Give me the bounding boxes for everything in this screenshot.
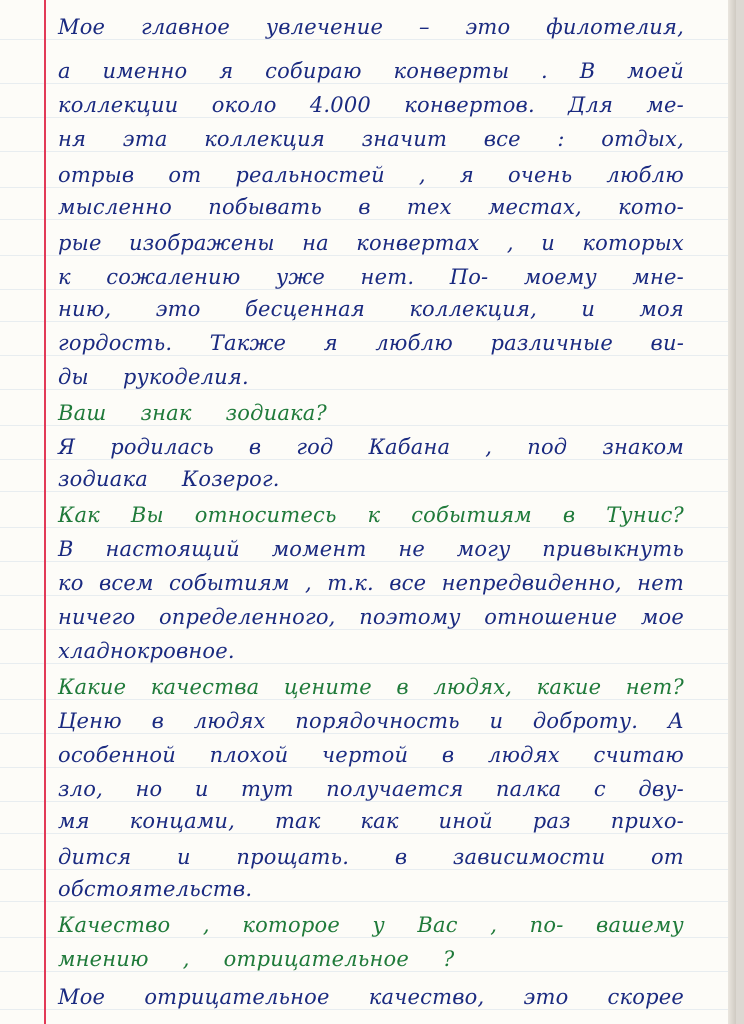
word: мысленно bbox=[58, 195, 172, 219]
word: . bbox=[541, 59, 548, 83]
word: дится bbox=[58, 845, 132, 869]
answer-line bbox=[58, 262, 684, 292]
answer-line bbox=[58, 568, 684, 598]
word: бесценная bbox=[244, 297, 365, 321]
word: мя bbox=[58, 809, 90, 833]
word: рукоделия. bbox=[122, 365, 249, 389]
answer-line bbox=[58, 806, 684, 836]
word: Также bbox=[209, 331, 287, 355]
word: и bbox=[581, 297, 596, 321]
answer-line bbox=[58, 874, 684, 904]
word: так bbox=[274, 809, 321, 833]
word: качества bbox=[150, 675, 260, 699]
word: особенной bbox=[58, 743, 176, 767]
word: мнению bbox=[58, 947, 149, 971]
word: – bbox=[418, 15, 430, 39]
word: определенного, bbox=[158, 605, 336, 629]
word: побывать bbox=[208, 195, 322, 219]
word: какие bbox=[536, 675, 602, 699]
word: увлечение bbox=[265, 15, 384, 39]
word: Козерог. bbox=[181, 467, 280, 491]
word: нет? bbox=[625, 675, 684, 699]
word: знак bbox=[140, 401, 192, 425]
word: прощать. bbox=[236, 845, 350, 869]
word: в bbox=[151, 709, 164, 733]
word: ? bbox=[442, 947, 455, 971]
word: в bbox=[248, 435, 262, 459]
word: различные bbox=[490, 331, 613, 355]
word: я bbox=[219, 59, 234, 83]
answer-line bbox=[58, 124, 684, 154]
word: Мое bbox=[58, 15, 106, 39]
word: всем bbox=[98, 571, 154, 595]
word: конвертах bbox=[356, 231, 480, 255]
word: Мое bbox=[58, 985, 106, 1009]
answer-line bbox=[58, 56, 684, 86]
word: а bbox=[58, 59, 71, 83]
word: , bbox=[182, 947, 190, 971]
word: настоящий bbox=[105, 537, 240, 561]
word: отдых, bbox=[601, 127, 684, 151]
word: зло, bbox=[58, 777, 103, 801]
word: по- bbox=[529, 913, 564, 937]
word: , bbox=[506, 231, 514, 255]
word: отношение bbox=[484, 605, 618, 629]
word: я bbox=[459, 163, 474, 187]
word: все bbox=[389, 571, 427, 595]
page-edge bbox=[728, 0, 736, 1024]
word: : bbox=[557, 127, 565, 151]
word: Я bbox=[58, 435, 76, 459]
word: Тунис? bbox=[606, 503, 684, 527]
word: Качество bbox=[58, 913, 171, 937]
word: По- bbox=[449, 265, 489, 289]
word: обстоятельств. bbox=[58, 877, 253, 901]
word: моей bbox=[627, 59, 684, 83]
word: нет bbox=[637, 571, 684, 595]
word: скорее bbox=[607, 985, 684, 1009]
word: иной bbox=[438, 809, 493, 833]
question-line bbox=[58, 500, 684, 530]
word: реальностей bbox=[235, 163, 385, 187]
word: главное bbox=[141, 15, 231, 39]
word: люблю bbox=[606, 163, 684, 187]
margin-line bbox=[44, 0, 46, 1024]
word: сожалению bbox=[106, 265, 241, 289]
word: качество, bbox=[368, 985, 485, 1009]
word: , bbox=[490, 913, 498, 937]
word: отрицательное bbox=[144, 985, 330, 1009]
word: уже bbox=[275, 265, 326, 289]
word: родилась bbox=[110, 435, 214, 459]
word: событиям bbox=[411, 503, 532, 527]
word: в bbox=[396, 675, 409, 699]
answer-line bbox=[58, 228, 684, 258]
answer-line bbox=[58, 464, 684, 494]
word: в bbox=[441, 743, 455, 767]
word: не bbox=[398, 537, 425, 561]
word: доброту. bbox=[532, 709, 639, 733]
answer-line bbox=[58, 706, 684, 736]
word: А bbox=[667, 709, 684, 733]
word: рые bbox=[58, 231, 102, 255]
word: дву- bbox=[638, 777, 684, 801]
question-line bbox=[58, 672, 684, 702]
word: которое bbox=[242, 913, 340, 937]
word: местах, bbox=[487, 195, 582, 219]
word: тут bbox=[241, 777, 294, 801]
word: коллекция bbox=[204, 127, 325, 151]
word: зодиака bbox=[58, 467, 148, 491]
word: люблю bbox=[375, 331, 453, 355]
word: филотелия, bbox=[546, 15, 684, 39]
word: хладнокровное. bbox=[58, 639, 235, 663]
word: Для bbox=[568, 93, 614, 117]
word: коллекции bbox=[58, 93, 179, 117]
word: моему bbox=[523, 265, 597, 289]
answer-line bbox=[58, 192, 684, 222]
word: у bbox=[372, 913, 385, 937]
word: все bbox=[483, 127, 521, 151]
answer-line bbox=[58, 12, 684, 42]
word: чертой bbox=[321, 743, 409, 767]
word: изображены bbox=[129, 231, 275, 255]
word: но bbox=[135, 777, 163, 801]
answer-line bbox=[58, 774, 684, 804]
word: цените bbox=[283, 675, 372, 699]
word: Кабана bbox=[368, 435, 451, 459]
word: событиям bbox=[168, 571, 290, 595]
word: я bbox=[323, 331, 338, 355]
word: мне- bbox=[632, 265, 684, 289]
word: конверты bbox=[393, 59, 510, 83]
answer-line bbox=[58, 160, 684, 190]
word: людях bbox=[487, 743, 560, 767]
answer-line bbox=[58, 362, 684, 392]
word: очень bbox=[507, 163, 573, 187]
word: ви- bbox=[650, 331, 684, 355]
answer-line bbox=[58, 602, 684, 632]
word: Вас bbox=[417, 913, 458, 937]
word: к bbox=[58, 265, 71, 289]
word: коллекция, bbox=[409, 297, 537, 321]
word: именно bbox=[102, 59, 188, 83]
word: считаю bbox=[593, 743, 684, 767]
word: к bbox=[367, 503, 381, 527]
word: , bbox=[418, 163, 426, 187]
word: кото- bbox=[618, 195, 684, 219]
word: на bbox=[302, 231, 329, 255]
word: в bbox=[394, 845, 408, 869]
word: знаком bbox=[602, 435, 684, 459]
word: год bbox=[296, 435, 334, 459]
word: мое bbox=[640, 605, 684, 629]
word: людях, bbox=[433, 675, 513, 699]
word: под bbox=[527, 435, 568, 459]
word: раз bbox=[532, 809, 571, 833]
word: порядочность bbox=[295, 709, 460, 733]
word: , bbox=[202, 913, 210, 937]
word: ме- bbox=[646, 93, 684, 117]
answer-line bbox=[58, 982, 684, 1012]
question-line bbox=[58, 910, 684, 940]
word: момент bbox=[271, 537, 367, 561]
word: , bbox=[485, 435, 493, 459]
word: значит bbox=[361, 127, 448, 151]
word: которых bbox=[582, 231, 684, 255]
answer-line bbox=[58, 328, 684, 358]
word: зависимости bbox=[452, 845, 606, 869]
word: ничего bbox=[58, 605, 136, 629]
word: это bbox=[523, 985, 569, 1009]
question-line bbox=[58, 944, 684, 974]
word: В bbox=[579, 59, 596, 83]
word: Вы bbox=[130, 503, 164, 527]
question-line bbox=[58, 398, 684, 428]
word: 4.000 bbox=[309, 93, 371, 117]
word: около bbox=[211, 93, 277, 117]
word: и bbox=[541, 231, 555, 255]
word: Ваш bbox=[58, 401, 107, 425]
answer-line bbox=[58, 740, 684, 770]
word: и bbox=[194, 777, 209, 801]
word: от bbox=[168, 163, 202, 187]
answer-line bbox=[58, 90, 684, 120]
word: с bbox=[593, 777, 606, 801]
word: получается bbox=[326, 777, 464, 801]
word: и bbox=[489, 709, 504, 733]
word: людях bbox=[193, 709, 266, 733]
word: прихо- bbox=[610, 809, 684, 833]
answer-line bbox=[58, 534, 684, 564]
word: нию, bbox=[58, 297, 112, 321]
word: от bbox=[650, 845, 684, 869]
answer-line bbox=[58, 432, 684, 462]
word: гордость. bbox=[58, 331, 173, 355]
word: тех bbox=[406, 195, 452, 219]
word: отрицательное bbox=[223, 947, 409, 971]
word: как bbox=[360, 809, 399, 833]
word: относитесь bbox=[194, 503, 337, 527]
word: эта bbox=[122, 127, 168, 151]
word: и bbox=[177, 845, 191, 869]
word: концами, bbox=[129, 809, 236, 833]
word: плохой bbox=[209, 743, 289, 767]
word: т.к. bbox=[327, 571, 374, 595]
word: могу bbox=[456, 537, 511, 561]
word: привыкнуть bbox=[542, 537, 684, 561]
word: отрыв bbox=[58, 163, 135, 187]
word: непредвиденно, bbox=[441, 571, 622, 595]
word: палка bbox=[495, 777, 562, 801]
word: моя bbox=[639, 297, 684, 321]
word: вашему bbox=[596, 913, 684, 937]
word: нет. bbox=[360, 265, 415, 289]
answer-line bbox=[58, 842, 684, 872]
word: Ценю bbox=[58, 709, 122, 733]
word: ня bbox=[58, 127, 87, 151]
word: в bbox=[358, 195, 371, 219]
word: Какие bbox=[58, 675, 127, 699]
word: В bbox=[58, 537, 74, 561]
word: ды bbox=[58, 365, 89, 389]
word: это bbox=[465, 15, 511, 39]
word: , bbox=[304, 571, 312, 595]
word: ко bbox=[58, 571, 84, 595]
word: поэтому bbox=[359, 605, 461, 629]
answer-line bbox=[58, 636, 684, 666]
answer-line bbox=[58, 294, 684, 324]
word: зодиака? bbox=[225, 401, 327, 425]
word: это bbox=[155, 297, 201, 321]
word: Как bbox=[58, 503, 100, 527]
word: собираю bbox=[265, 59, 362, 83]
word: в bbox=[562, 503, 576, 527]
word: конвертов. bbox=[404, 93, 535, 117]
